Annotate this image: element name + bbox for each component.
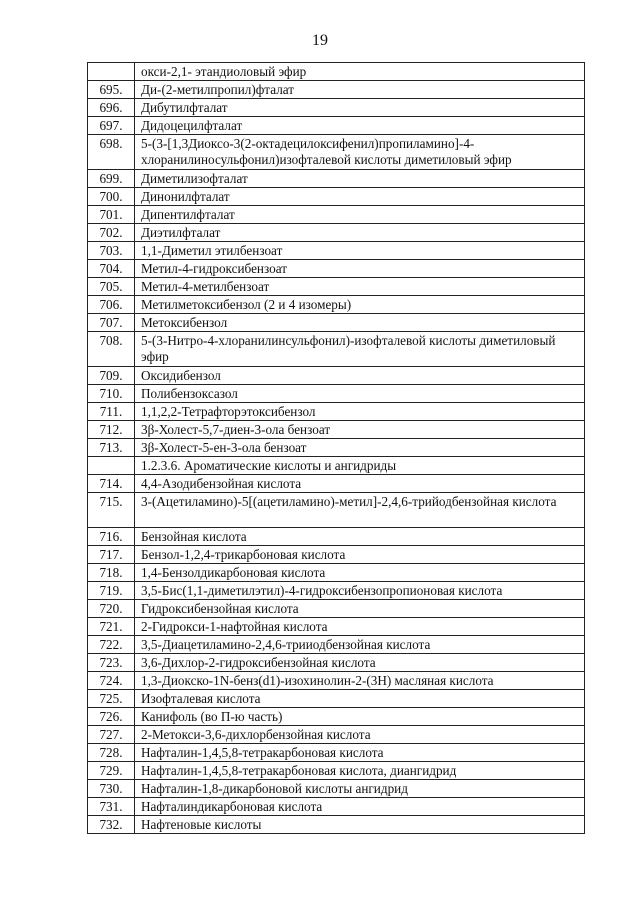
table-row: [88, 188, 585, 206]
substance-name: 5-(3-[1,3Диоксо-3(2-октадецилоксифенил)пропиламино]-4-хлоранилиносульфонил)изофталевой кислоты диметиловый эфир: [135, 135, 585, 170]
substance-name: 3β-Холест-5,7-диен-3-ола бензоат: [135, 421, 585, 439]
table-row: [88, 672, 585, 690]
row-number: 695.: [88, 81, 135, 99]
substance-name: Нафталиндикарбоновая кислота: [135, 798, 585, 816]
table-row: [88, 206, 585, 224]
row-number: 715.: [88, 493, 135, 528]
row-number: 704.: [88, 260, 135, 278]
table-row: [88, 260, 585, 278]
substance-name: Изофталевая кислота: [135, 690, 585, 708]
row-number: 721.: [88, 618, 135, 636]
table-row: [88, 816, 585, 834]
table-row: [88, 546, 585, 564]
row-number: 722.: [88, 636, 135, 654]
row-number: 718.: [88, 564, 135, 582]
row-number: 710.: [88, 385, 135, 403]
substance-name: 1,4-Бензолдикарбоновая кислота: [135, 564, 585, 582]
row-number: 708.: [88, 332, 135, 367]
row-number: 732.: [88, 816, 135, 834]
row-number: 698.: [88, 135, 135, 170]
row-number: 712.: [88, 421, 135, 439]
substance-name: Нафталин-1,4,5,8-тетракарбоновая кислота: [135, 744, 585, 762]
table-row: [88, 726, 585, 744]
substance-name: Диметилизофталат: [135, 170, 585, 188]
substance-name: Метилметоксибензол (2 и 4 изомеры): [135, 296, 585, 314]
substance-name: 1,3-Диокско-1N-бенз(d1)-изохинолин-2-(3Н) масляная кислота: [135, 672, 585, 690]
table-row: [88, 618, 585, 636]
table-row: [88, 493, 585, 528]
substance-name: Динонилфталат: [135, 188, 585, 206]
row-number: 706.: [88, 296, 135, 314]
table-row: [88, 636, 585, 654]
substance-name: Канифоль (во П-ю часть): [135, 708, 585, 726]
row-number: 730.: [88, 780, 135, 798]
table-row: [88, 708, 585, 726]
table-row: [88, 296, 585, 314]
page-number: 19: [312, 32, 328, 49]
substance-name: Ди-(2-метилпропил)фталат: [135, 81, 585, 99]
row-number: 702.: [88, 224, 135, 242]
row-number: 713.: [88, 439, 135, 457]
substance-name: 3β-Холест-5-ен-3-ола бензоат: [135, 439, 585, 457]
table-row: [88, 99, 585, 117]
row-number: 726.: [88, 708, 135, 726]
table-row: [88, 654, 585, 672]
row-number: 728.: [88, 744, 135, 762]
table-row: [88, 63, 585, 81]
row-number: 723.: [88, 654, 135, 672]
substance-name: Полибензоксазол: [135, 385, 585, 403]
table-row: [88, 690, 585, 708]
table-row: [88, 224, 585, 242]
substance-table: [87, 62, 585, 834]
table-row: [88, 475, 585, 493]
row-number: 705.: [88, 278, 135, 296]
substance-name: 3,5-Бис(1,1-диметилэтил)-4-гидроксибензопропионовая кислота: [135, 582, 585, 600]
substance-name: Нафталин-1,8-дикарбоновой кислоты ангидрид: [135, 780, 585, 798]
row-number: 720.: [88, 600, 135, 618]
row-number: 729.: [88, 762, 135, 780]
table-row: [88, 332, 585, 367]
substance-name: Дибутилфталат: [135, 99, 585, 117]
substance-name: 2-Гидрокси-1-нафтойная кислота: [135, 618, 585, 636]
substance-name: 3-(Ацетиламино)-5[(ацетиламино)-метил]-2,4,6-трийодбензойная кислота: [135, 493, 585, 528]
substance-name: 3,6-Дихлор-2-гидроксибензойная кислота: [135, 654, 585, 672]
substance-name: Диэтилфталат: [135, 224, 585, 242]
row-number: 714.: [88, 475, 135, 493]
substance-name: Бензойная кислота: [135, 528, 585, 546]
table-row: [88, 242, 585, 260]
substance-name: окси-2,1- этандиоловый эфир: [135, 63, 585, 81]
row-number: 719.: [88, 582, 135, 600]
row-number: 725.: [88, 690, 135, 708]
substance-name: Нафталин-1,4,5,8-тетракарбоновая кислота, диангидрид: [135, 762, 585, 780]
substance-name: Метил-4-метилбензоат: [135, 278, 585, 296]
row-number: [88, 63, 135, 81]
substance-name: 2-Метокси-3,6-дихлорбензойная кислота: [135, 726, 585, 744]
substance-name: Гидроксибензойная кислота: [135, 600, 585, 618]
row-number: 717.: [88, 546, 135, 564]
substance-name: 3,5-Диацетиламино-2,4,6-трииодбензойная кислота: [135, 636, 585, 654]
table-row: [88, 582, 585, 600]
row-number: 711.: [88, 403, 135, 421]
row-number: 696.: [88, 99, 135, 117]
substance-name: Дидоцецилфталат: [135, 117, 585, 135]
row-number: 716.: [88, 528, 135, 546]
substance-name: 1,1,2,2-Тетрафторэтоксибензол: [135, 403, 585, 421]
table-row: [88, 762, 585, 780]
row-number: 697.: [88, 117, 135, 135]
substance-name: Метоксибензол: [135, 314, 585, 332]
row-number: 724.: [88, 672, 135, 690]
table-row: [88, 744, 585, 762]
table-row: [88, 564, 585, 582]
table-row: [88, 600, 585, 618]
table-row: [88, 421, 585, 439]
row-number: 701.: [88, 206, 135, 224]
table-row: [88, 798, 585, 816]
table-row: [88, 278, 585, 296]
table-row: [88, 314, 585, 332]
substance-name: Нафтеновые кислоты: [135, 816, 585, 834]
substance-name: Дипентилфталат: [135, 206, 585, 224]
substance-name: Оксидибензол: [135, 367, 585, 385]
table-row: [88, 170, 585, 188]
row-number: 703.: [88, 242, 135, 260]
table-row: [88, 780, 585, 798]
table-row: [88, 528, 585, 546]
table-row: [88, 439, 585, 457]
table-row: [88, 385, 585, 403]
substance-name: Метил-4-гидроксибензоат: [135, 260, 585, 278]
substance-name: Бензол-1,2,4-трикарбоновая кислота: [135, 546, 585, 564]
table-row: [88, 81, 585, 99]
row-number: 709.: [88, 367, 135, 385]
row-number: 699.: [88, 170, 135, 188]
table-body: [88, 63, 585, 834]
substance-name: 1,1-Диметил этилбензоат: [135, 242, 585, 260]
row-number: 727.: [88, 726, 135, 744]
substance-name: 4,4-Азодибензойная кислота: [135, 475, 585, 493]
table-row: [88, 403, 585, 421]
row-number: [88, 457, 135, 475]
row-number: 700.: [88, 188, 135, 206]
table-row: [88, 367, 585, 385]
table-row: [88, 117, 585, 135]
row-number: 707.: [88, 314, 135, 332]
substance-name: 1.2.3.6. Ароматические кислоты и ангидриды: [135, 457, 585, 475]
substance-name: 5-(3-Нитро-4-хлоранилинсульфонил)-изофталевой кислоты диметиловый эфир: [135, 332, 585, 367]
row-number: 731.: [88, 798, 135, 816]
table-row: [88, 457, 585, 475]
table-row: [88, 135, 585, 170]
